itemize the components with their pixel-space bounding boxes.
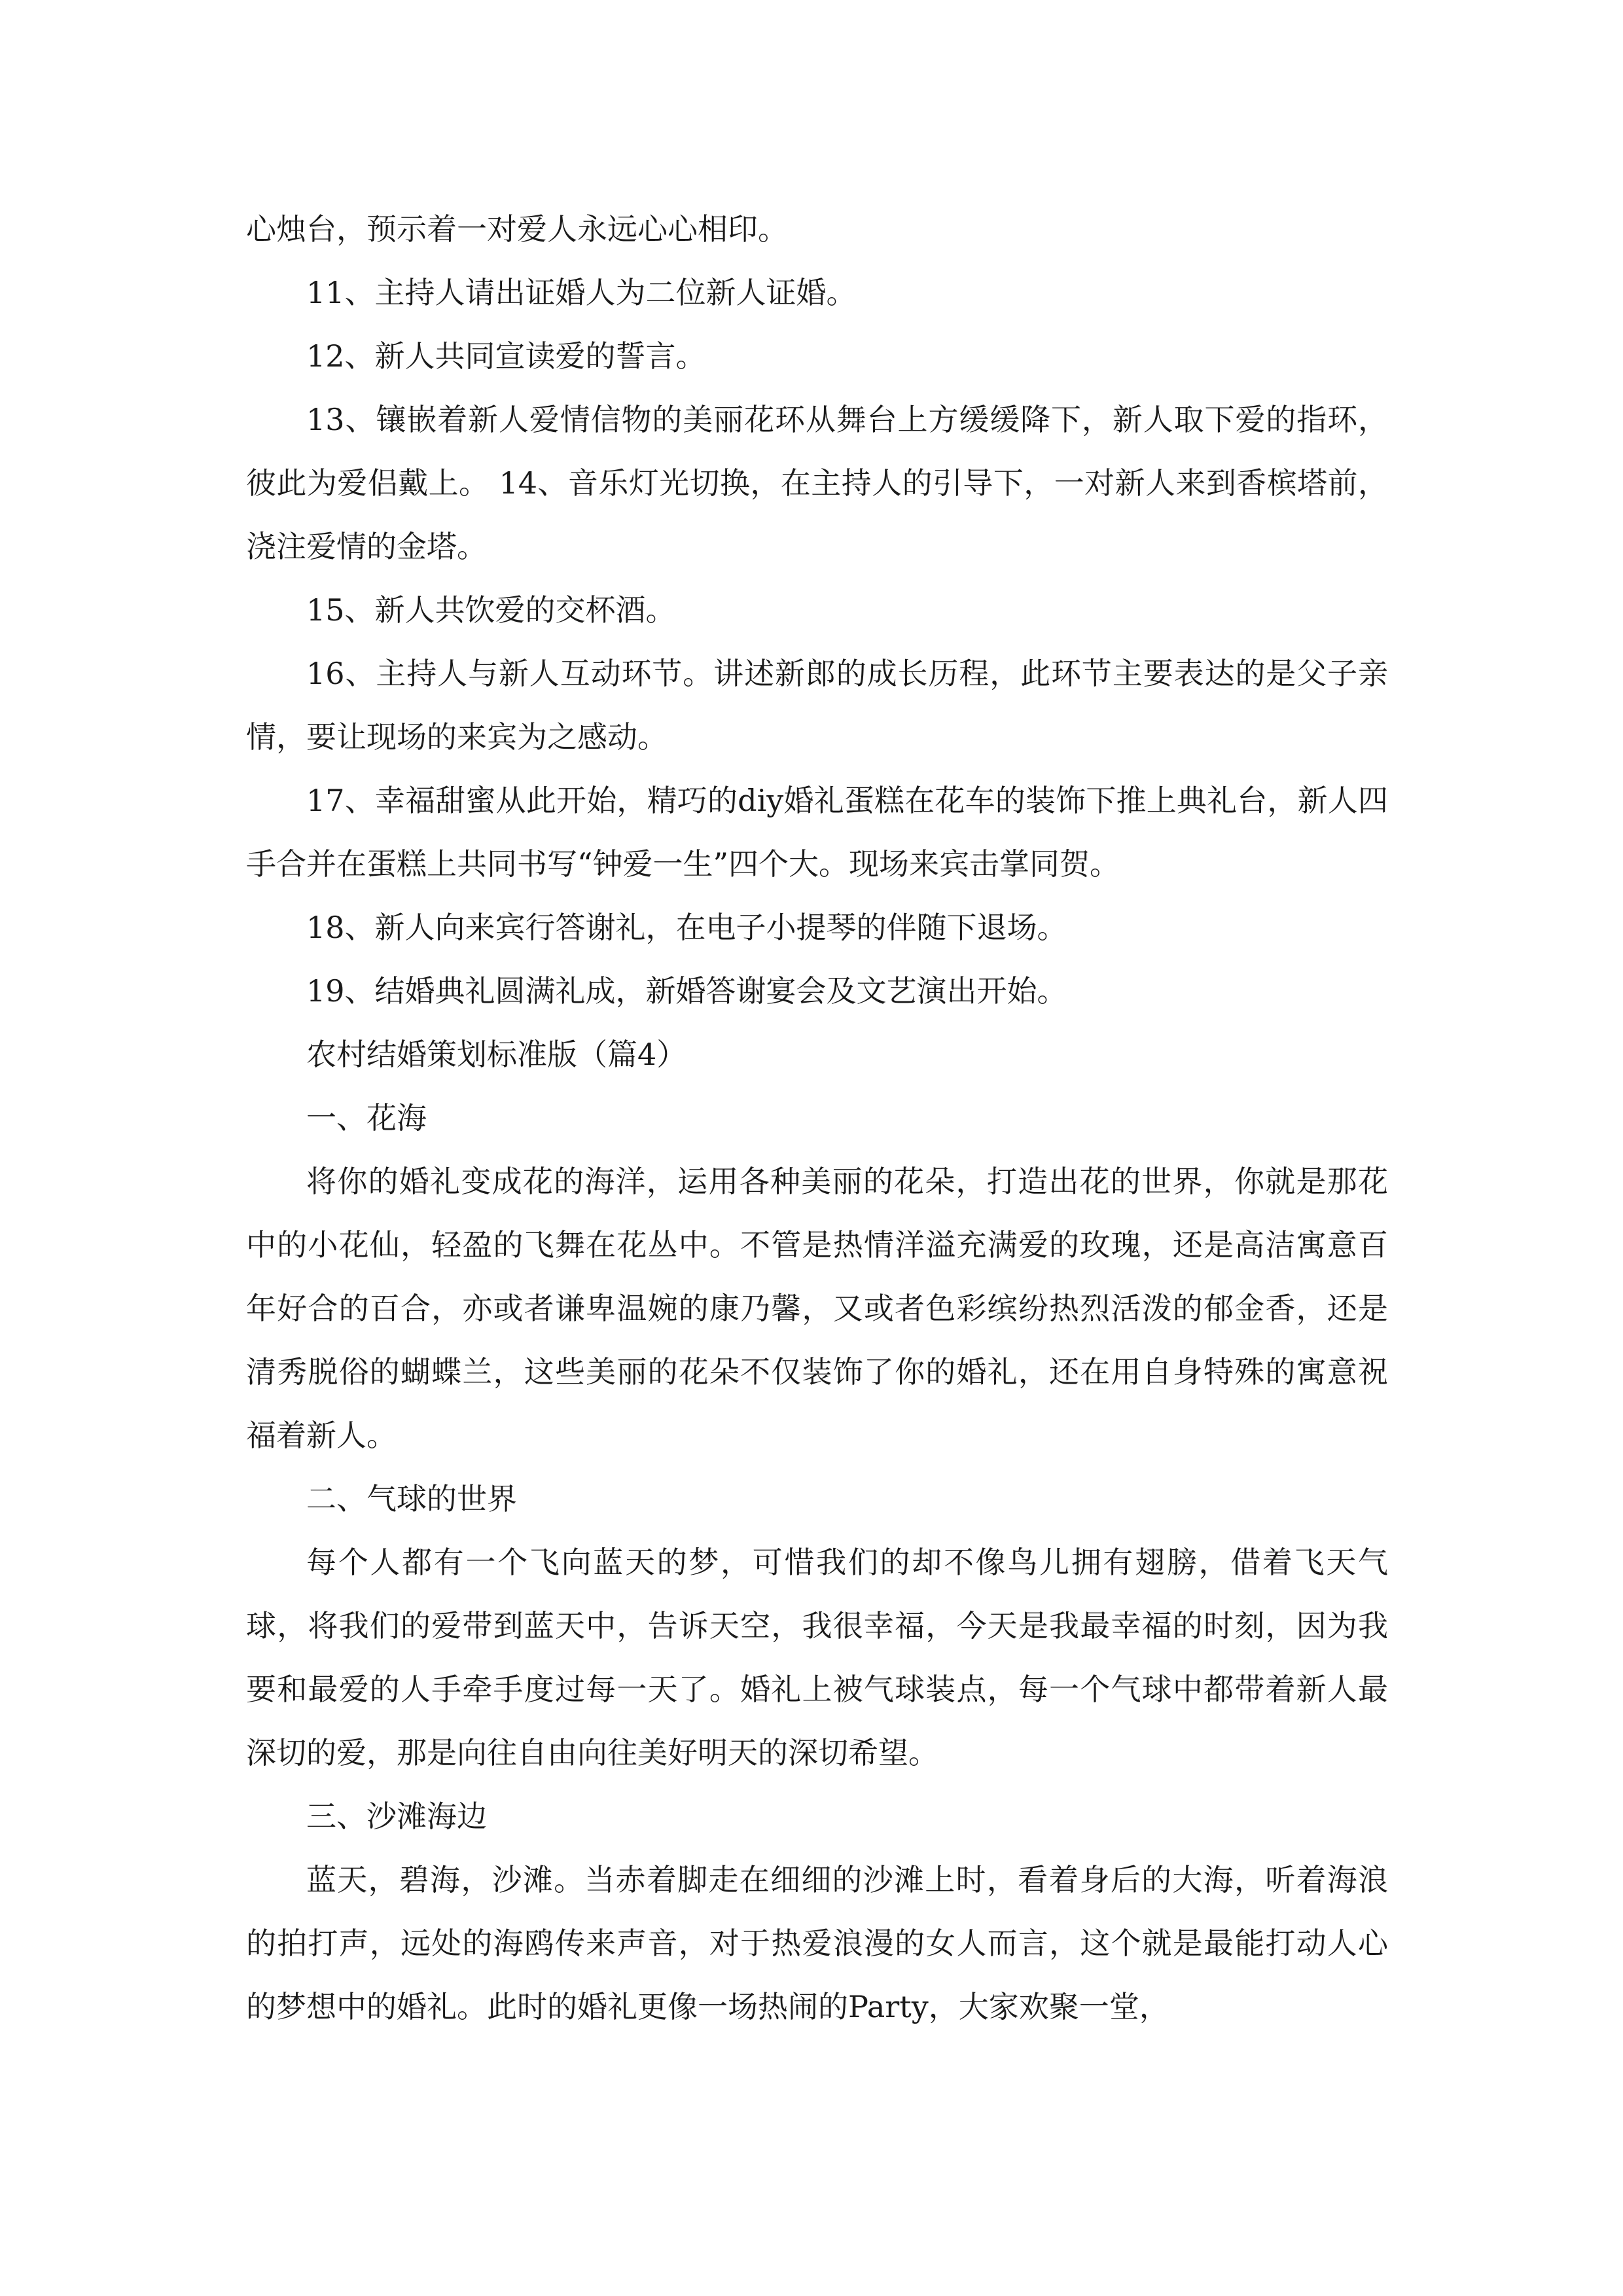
paragraph-item-15: 15、新人共饮爱的交杯酒。 [306, 592, 676, 628]
paragraph-item-13-14: 13、镶嵌着新人爱情信物的美丽花环从舞台上方缓缓降下，新人取下爱的指环，彼此为爱侣戴上。 14、音乐灯光切换，在主持人的引导下，一对新人来到香槟塔前，浇注爱情的金塔。 [246, 402, 1388, 564]
paragraph-item-11: 11、主持人请出证婚人为二位新人证婚。 [306, 275, 857, 310]
paragraph-item-12: 12、新人共同宣读爱的誓言。 [306, 338, 706, 374]
section-heading: 农村结婚策划标准版（篇4） [306, 1037, 687, 1072]
subheading-flower-sea: 一、花海 [306, 1100, 427, 1136]
paragraph-item-18: 18、新人向来宾行答谢礼，在电子小提琴的伴随下退场。 [306, 910, 1067, 945]
subheading-beach: 三、沙滩海边 [306, 1799, 487, 1834]
subheading-balloon-world: 二、气球的世界 [306, 1481, 517, 1516]
paragraph-beach: 蓝天，碧海，沙滩。当赤着脚走在细细的沙滩上时，看着身后的大海，听着海浪的拍打声，远处的海鸥传来声音，对于热爱浪漫的女人而言，这个就是最能打动人心的梦想中的婚礼。此时的婚礼更像一场热闹的Party，大家欢聚一堂， [246, 1862, 1388, 2024]
paragraph-item-17: 17、幸福甜蜜从此开始，精巧的diy婚礼蛋糕在花车的装饰下推上典礼台，新人四手合并在蛋糕上共同书写“钟爱一生”四个大。现场来宾击掌同贺。 [246, 783, 1388, 882]
paragraph-flower-sea: 将你的婚礼变成花的海洋，运用各种美丽的花朵，打造出花的世界，你就是那花中的小花仙，轻盈的飞舞在花丛中。不管是热情洋溢充满爱的玫瑰，还是高洁寓意百年好合的百合，亦或者谦卑温婉的康乃馨，又或者色彩缤纷热烈活泼的郁金香，还是清秀脱俗的蝴蝶兰，这些美丽的花朵不仅装饰了你的婚礼，还在用自身特殊的寓意祝福着新人。 [246, 1164, 1388, 1453]
paragraph-candle-ending: 心烛台，预示着一对爱人永远心心相印。 [246, 211, 788, 247]
document-body [246, 198, 1388, 2039]
paragraph-item-16: 16、主持人与新人互动环节。讲述新郎的成长历程，此环节主要表达的是父子亲情，要让现场的来宾为之感动。 [246, 656, 1388, 755]
paragraph-balloon-world: 每个人都有一个飞向蓝天的梦，可惜我们的却不像鸟儿拥有翅膀，借着飞天气球，将我们的爱带到蓝天中，告诉天空，我很幸福，今天是我最幸福的时刻，因为我要和最爱的人手牵手度过每一天了。婚礼上被气球装点，每一个气球中都带着新人最深切的爱，那是向往自由向往美好明天的深切希望。 [246, 1545, 1388, 1770]
paragraph-item-19: 19、结婚典礼圆满礼成，新婚答谢宴会及文艺演出开始。 [306, 973, 1067, 1009]
